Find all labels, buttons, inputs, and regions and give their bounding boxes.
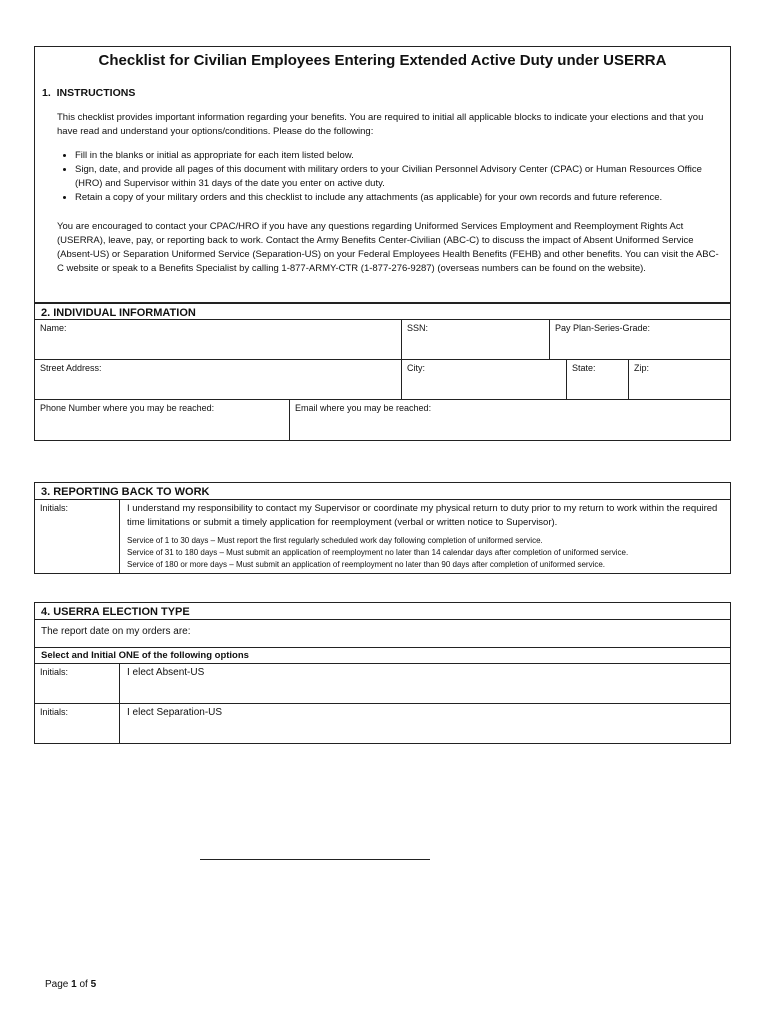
reporting-back-heading: 3. REPORTING BACK TO WORK bbox=[34, 482, 731, 500]
service-line: Service of 31 to 180 days – Must submit an application of reemployment no later than 14 calendar days after completion of uniformed service. bbox=[127, 548, 629, 557]
election-type-heading: 4. USERRA ELECTION TYPE bbox=[34, 602, 731, 620]
instructions-intro: This checklist provides important information regarding your benefits. You are required to initial all applicable blocks to indicate your elections and that you have read and understand your options/conditions. Please do the following: bbox=[57, 112, 704, 137]
absent-us-initials-field[interactable]: Initials: bbox=[34, 663, 120, 704]
reporting-statement: I understand my responsibility to contact my Supervisor or coordinate my physical return to duty prior to my return to work within the required time limitations or submit a timely application for reemployment (verbal or written notice to Supervisor). bbox=[127, 503, 718, 528]
bullet-item: • Sign, date, and provide all pages of this document with military orders to your Civilian Personnel Advisory Center (CPAC) or Human Resources Office (HRO) and Supervisor within 31 days of the date you enter on active duty. bbox=[75, 163, 727, 191]
service-line: Service of 180 or more days – Must submit an application of reemployment no later than 90 days after completion of uniformed service. bbox=[127, 560, 606, 569]
report-date-field[interactable]: The report date on my orders are: bbox=[34, 619, 731, 648]
page-total: 5 bbox=[90, 979, 97, 990]
city-field[interactable]: City: bbox=[401, 359, 567, 400]
contact-paragraph: You are encouraged to contact your CPAC/HRO if you have any questions regarding Uniformed Services Employment and Reemployment Rights Act (USERRA), leave, pay, or reporting back to work. Contact the Army Benefits Center-Civilian (ABC-C) to discuss the impact of Absent Uniformed Service (Absent-US) or Separation Uniformed Service (Separation-US) on your Federal Employees Health Benefits (FEHB) and other benefits. You can visit the ABC-C website or speak to a Benefits Specialist by calling 1-877-ARMY-CTR (1-877-276-9287) (overseas numbers can be found on the website). bbox=[57, 221, 719, 274]
reporting-initials-field[interactable]: Initials: bbox=[34, 499, 120, 574]
pay-plan-field[interactable]: Pay Plan-Series-Grade: bbox=[549, 319, 731, 360]
page-number bbox=[45, 979, 96, 990]
instructions-bullets bbox=[57, 149, 727, 205]
phone-field[interactable]: Phone Number where you may be reached: bbox=[34, 399, 290, 441]
name-field[interactable]: Name: bbox=[34, 319, 402, 360]
page-current: 1 bbox=[71, 979, 77, 990]
page-prefix: Page bbox=[45, 979, 72, 990]
separation-us-initials-field[interactable]: Initials: bbox=[34, 703, 120, 744]
page-of: of bbox=[76, 979, 91, 990]
service-line: Service of 1 to 30 days – Must report the first regularly scheduled work day following completion of uniformed service. bbox=[127, 536, 543, 545]
signature-line[interactable] bbox=[200, 859, 430, 860]
page-title: Checklist for Civilian Employees Entering Extended Active Duty under USERRA bbox=[98, 52, 667, 69]
zip-field[interactable]: Zip: bbox=[628, 359, 731, 400]
ssn-field[interactable]: SSN: bbox=[401, 319, 550, 360]
separation-us-option: I elect Separation-US bbox=[119, 703, 731, 744]
select-option-label: Select and Initial ONE of the following options bbox=[34, 647, 731, 664]
bullet-item: • Retain a copy of your military orders and this checklist to include any attachments (as applicable) for your own records and future reference. bbox=[75, 191, 727, 205]
street-address-field[interactable]: Street Address: bbox=[34, 359, 402, 400]
state-field[interactable]: State: bbox=[566, 359, 629, 400]
individual-info-heading: 2. INDIVIDUAL INFORMATION bbox=[34, 303, 731, 320]
instructions-heading: 1. INSTRUCTIONS bbox=[42, 87, 136, 99]
email-field[interactable]: Email where you may be reached: bbox=[289, 399, 731, 441]
bullet-item: • Fill in the blanks or initial as appropriate for each item listed below. bbox=[75, 149, 727, 163]
absent-us-option: I elect Absent-US bbox=[119, 663, 731, 704]
